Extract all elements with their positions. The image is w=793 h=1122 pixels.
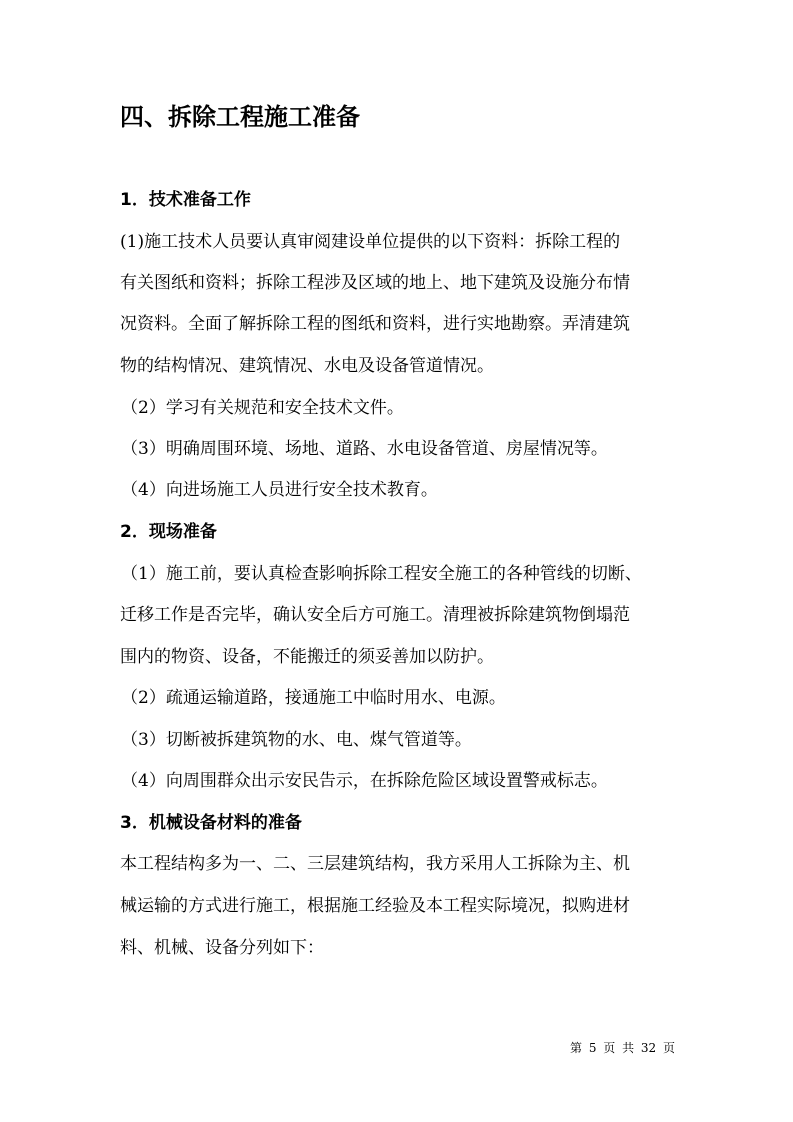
- paragraph-line: 本工程结构多为一、二、三层建筑结构，我方采用人工拆除为主、机: [120, 854, 630, 874]
- list-item: （2）学习有关规范和安全技术文件。: [121, 398, 404, 418]
- list-item: （4）向进场施工人员进行安全技术教育。: [121, 480, 438, 500]
- section-heading-equipment: 3．机械设备材料的准备: [120, 813, 302, 833]
- paragraph-line: 料、机械、设备分列如下：: [120, 938, 324, 958]
- paragraph-line: 械运输的方式进行施工，根据施工经验及本工程实际境况，拟购进材: [120, 896, 630, 916]
- paragraph-line: 物的结构情况、建筑情况、水电及设备管道情况。: [120, 356, 494, 376]
- page-title: 四、拆除工程施工准备: [120, 103, 360, 131]
- section-heading-site: 2．现场准备: [120, 522, 217, 542]
- paragraph-line: （1）施工前，要认真检查影响拆除工程安全施工的各种管线的切断、: [121, 564, 642, 584]
- page-number: 第 5 页 共 32 页: [570, 1041, 675, 1055]
- paragraph-line: (1)施工技术人员要认真审阅建设单位提供的以下资料：拆除工程的: [120, 232, 621, 252]
- section-heading-technical: 1．技术准备工作: [120, 190, 251, 210]
- list-item: （2）疏通运输道路，接通施工中临时用水、电源。: [121, 688, 506, 708]
- paragraph-line: 有关图纸和资料；拆除工程涉及区域的地上、地下建筑及设施分布情: [120, 273, 630, 293]
- paragraph-line: 况资料。全面了解拆除工程的图纸和资料，进行实地勘察。弄清建筑: [120, 314, 630, 334]
- paragraph-line: 围内的物资、设备，不能搬迁的须妥善加以防护。: [120, 647, 494, 667]
- list-item: （3）明确周围环境、场地、道路、水电设备管道、房屋情况等。: [121, 439, 608, 459]
- list-item: （4）向周围群众出示安民告示，在拆除危险区域设置警戒标志。: [121, 771, 608, 791]
- list-item: （3）切断被拆建筑物的水、电、煤气管道等。: [121, 730, 472, 750]
- paragraph-line: 迁移工作是否完毕，确认安全后方可施工。清理被拆除建筑物倒塌范: [120, 605, 630, 625]
